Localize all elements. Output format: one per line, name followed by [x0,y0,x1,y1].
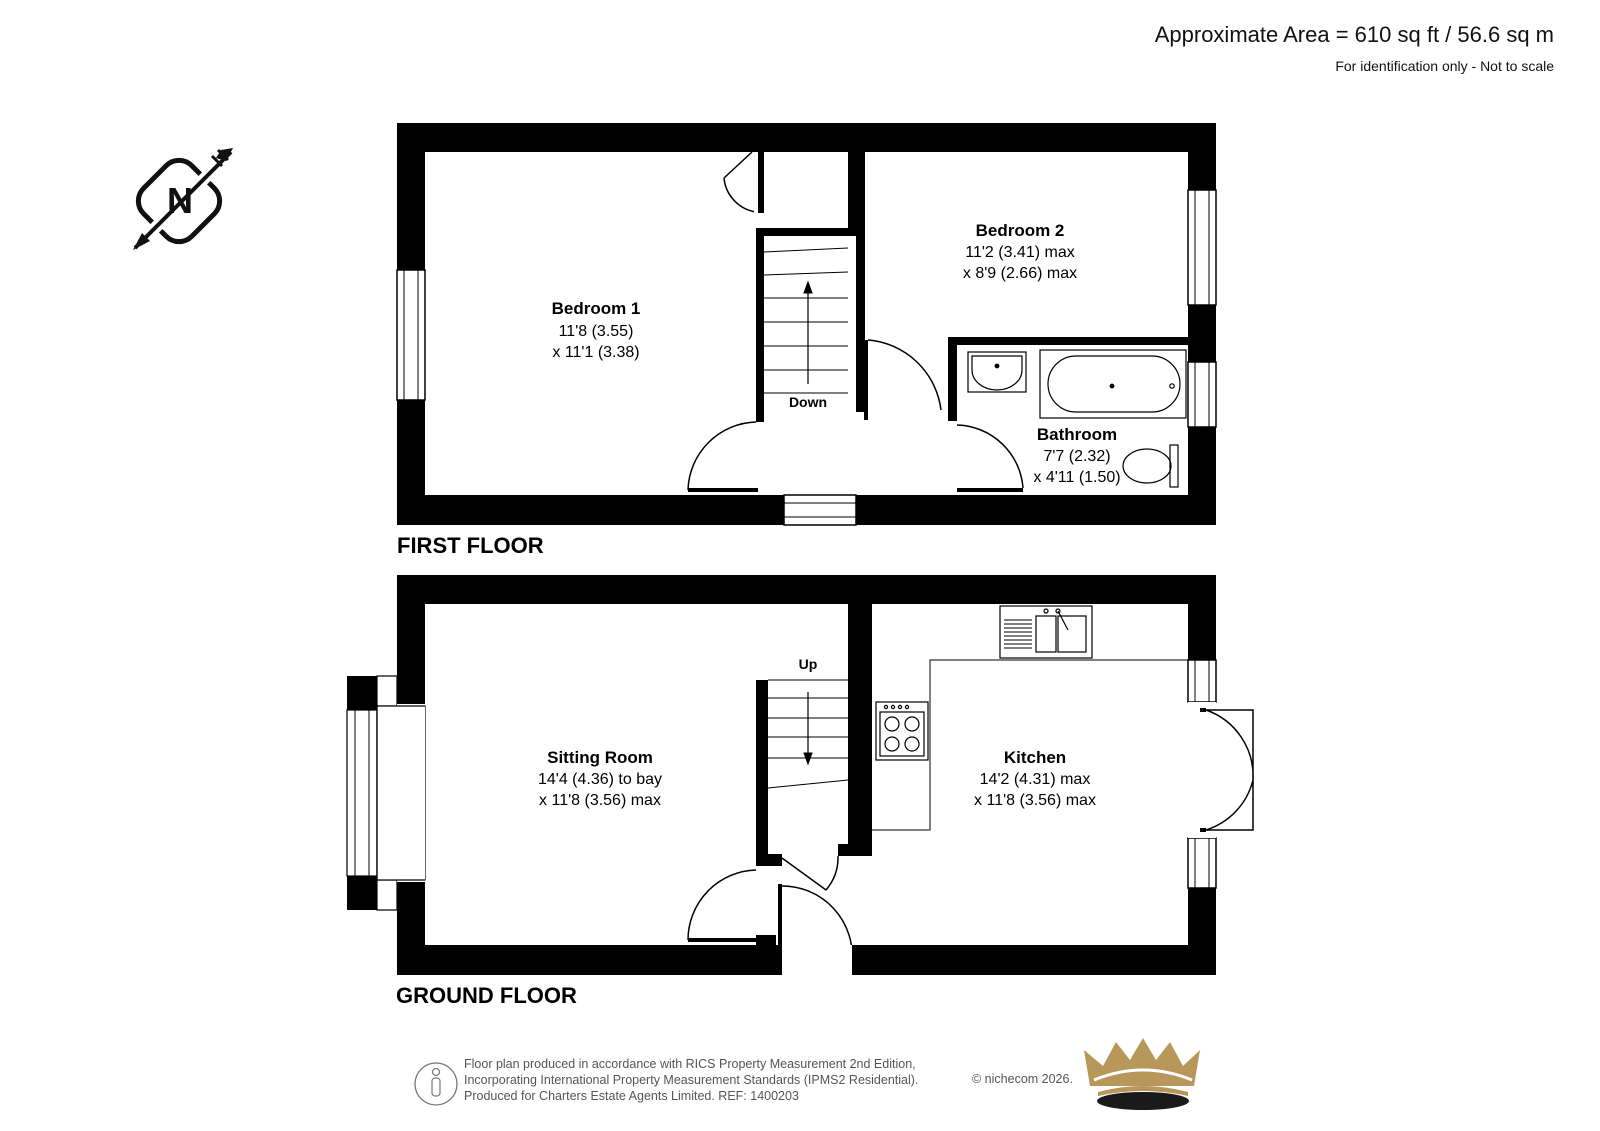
french-door [1188,702,1216,838]
compass-letter: N [167,180,193,221]
window [1188,362,1216,427]
approximate-area: Approximate Area = 610 sq ft / 56.6 sq m [1154,22,1554,47]
person-badge-icon [415,1063,457,1105]
wall [848,152,856,236]
room-dims-sitting-room: 14'4 (4.36) to bay [537,771,663,788]
room-dims-kitchen: x 11'8 (3.56) max [974,792,1096,809]
floor-label-ground: GROUND FLOOR [396,983,577,1008]
room-dims-bedroom-1: x 11'1 (3.38) [552,344,640,361]
room-dims-bedroom-1: 11'8 (3.55) [558,323,634,340]
footer-disclaimer [464,1056,918,1104]
wall [948,337,1188,345]
ground-floor-plan [347,575,1253,975]
room-dims-bathroom: x 4'11 (1.50) [1033,469,1121,486]
door-swing [688,870,756,940]
room-dims-sitting-room: x 11'8 (3.56) max [539,792,661,809]
room-dims-bedroom-2: x 8'9 (2.66) max [962,265,1078,282]
stair-label-up: Up [798,656,818,672]
bath-icon [1040,350,1186,418]
room-name-bathroom: Bathroom [1036,425,1118,444]
door-swing [782,856,838,890]
footer-line: Incorporating International Property Measurement Standards (IPMS2 Residential). [464,1073,919,1087]
ground-floor-outer-wall [397,575,1216,975]
wall [756,680,768,866]
room-dims-kitchen: 14'2 (4.31) max [979,771,1091,788]
window [1188,660,1216,702]
crown-logo-icon [1084,1038,1200,1110]
room-dims-bathroom: 7'7 (2.32) [1043,448,1111,465]
wall [756,228,764,422]
window [397,270,425,400]
door-swing [724,152,756,212]
room-dims-bedroom-2: 11'2 (3.41) max [965,244,1075,261]
staircase [768,680,848,788]
footer-line: Floor plan produced in accordance with RICS Property Measurement 2nd Edition, [464,1057,916,1071]
staircase [764,248,848,393]
window [784,495,856,525]
footer-line: Produced for Charters Estate Agents Limited. REF: 1400203 [464,1089,799,1103]
scale-disclaimer: For identification only - Not to scale [1335,58,1554,74]
wall [848,604,872,856]
door-swing [688,422,756,490]
door-swing [957,425,1023,488]
window [1188,190,1216,305]
copyright: © nichecom 2026. [972,1072,1073,1086]
window [1188,838,1216,888]
room-name-bedroom-1: Bedroom 1 [551,299,641,318]
room-name-bedroom-2: Bedroom 2 [975,221,1065,240]
wall [948,337,957,421]
door-swing [868,340,941,410]
toilet-icon [1123,445,1178,487]
sink-icon [1000,606,1092,658]
wall [856,152,865,412]
hob-icon [876,702,928,760]
room-name-kitchen: Kitchen [1003,748,1067,767]
wall [756,228,855,236]
north-arrow-icon [131,148,233,250]
room-name-sitting-room: Sitting Room [547,748,653,767]
floor-label-first: FIRST FLOOR [397,533,544,558]
wash-basin-icon [968,352,1026,392]
stair-label-down: Down [788,394,828,410]
